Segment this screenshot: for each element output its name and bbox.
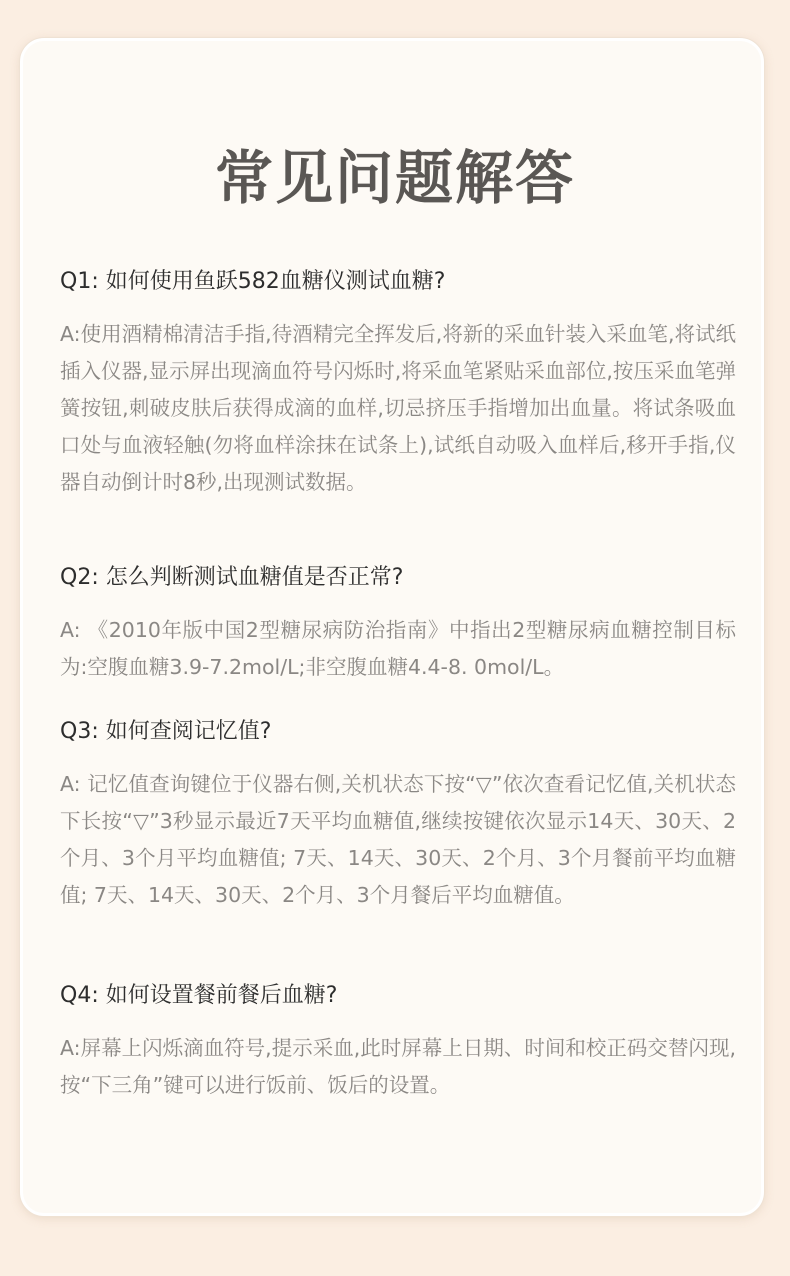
faq-question-1: Q1: 如何使用鱼跃582血糖仪测试血糖?	[60, 269, 446, 294]
faq-item-1	[60, 266, 736, 501]
faq-question-4: Q4: 如何设置餐前餐后血糖?	[60, 983, 338, 1008]
faq-item-3	[60, 716, 736, 914]
faq-question-2: Q2: 怎么判断测试血糖值是否正常?	[60, 565, 404, 590]
page-title: 常见问题解答	[214, 144, 575, 212]
faq-answer-1: A:使用酒精棉清洁手指,待酒精完全挥发后,将新的采血针装入采血笔,将试纸插入仪器,显示屏出现滴血符号闪烁时,将采血笔紧贴采血部位,按压采血笔弹簧按钮,刺破皮肤后获得成滴的血样,切忌挤压手指增加出血量。将试条吸血口处与血液轻触(勿将血样涂抹在试条上),试纸自动吸入血样后,移开手指,仪器自动倒计时8秒,出现测试数据。	[60, 322, 736, 494]
faq-answer-2: A: 《2010年版中国2型糖尿病防治指南》中指出2型糖尿病血糖控制目标为:空腹血糖3.9-7.2mol/L;非空腹血糖4.4-8. 0mol/L。	[60, 618, 736, 679]
faq-item-4	[60, 980, 736, 1104]
faq-question-3: Q3: 如何查阅记忆值?	[60, 719, 272, 744]
faq-answer-4: A:屏幕上闪烁滴血符号,提示采血,此时屏幕上日期、时间和校正码交替闪现,按“下三角”键可以进行饭前、饭后的设置。	[60, 1036, 736, 1097]
faq-answer-3: A: 记忆值查询键位于仪器右侧,关机状态下按“▽”依次查看记忆值,关机状态下长按“▽”3秒显示最近7天平均血糖值,继续按键依次显示14天、30天、2个月、3个月平均血糖值; 7天、14天、30天、2个月、3个月餐前平均血糖值; 7天、14天、30天、2个月、3个月餐后平均血糖值。	[60, 772, 736, 907]
faq-item-2	[60, 562, 736, 686]
